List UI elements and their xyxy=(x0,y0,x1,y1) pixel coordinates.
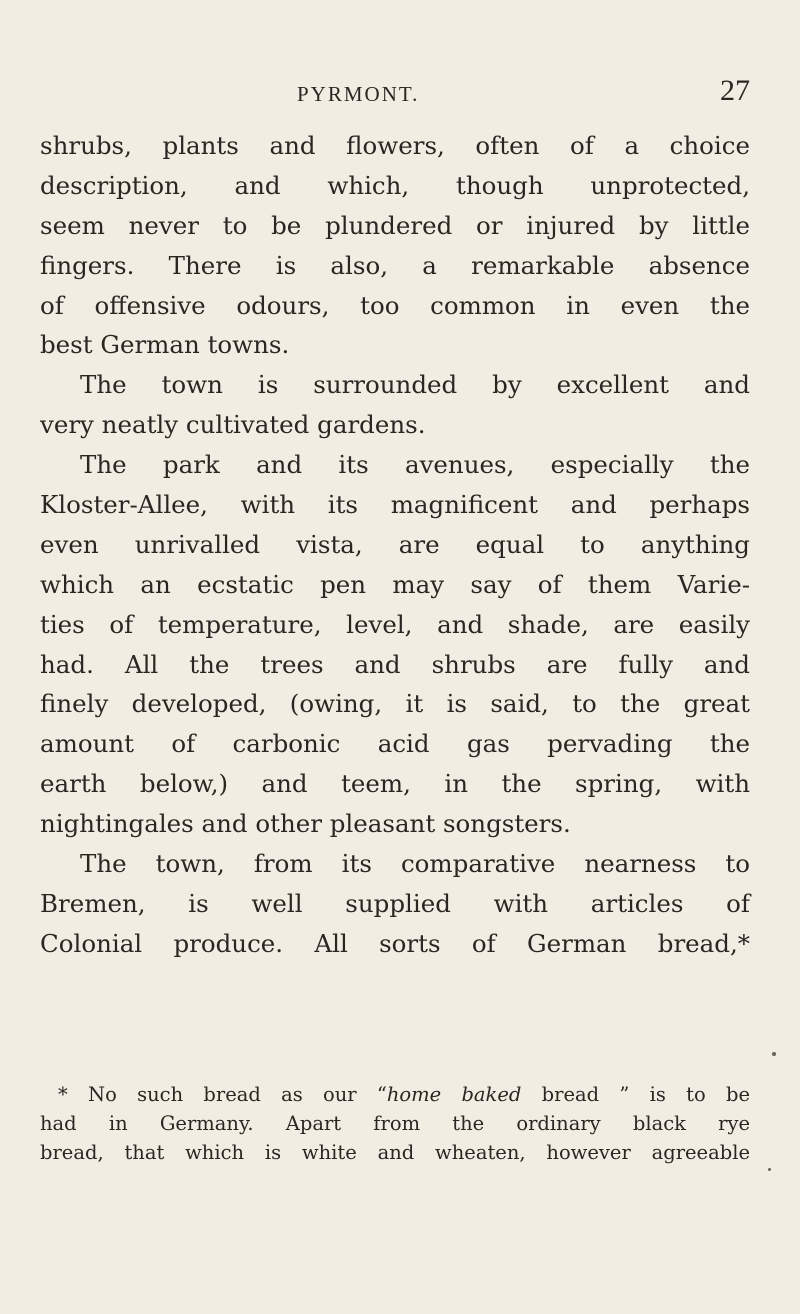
footnote-line: had in Germany. Apart from the ordinary black rye xyxy=(40,1112,750,1135)
footnote-text: bread ” is to be xyxy=(521,1083,750,1106)
footnote-line: bread, that which is white and wheaten, however agreeable xyxy=(40,1141,750,1164)
text-line: description, and which, though unprotected, xyxy=(40,170,750,200)
text-line: seem never to be plundered or injured by little xyxy=(40,210,750,240)
text-line: very neatly cultivated gardens. xyxy=(40,410,426,440)
text-line: nightingales and other pleasant songsters. xyxy=(40,809,571,839)
paper-speck xyxy=(768,1168,771,1171)
text-line: best German towns. xyxy=(40,330,290,360)
body-text xyxy=(40,126,750,964)
text-line: The town, from its comparative nearness to xyxy=(80,849,750,879)
running-title: PYRMONT. xyxy=(297,82,420,106)
text-line: Bremen, is well supplied with articles of xyxy=(40,888,750,918)
text-line: earth below,) and teem, in the spring, with xyxy=(40,769,750,799)
text-line: had. All the trees and shrubs are fully and xyxy=(40,649,750,679)
text-line: The park and its avenues, especially the xyxy=(80,450,750,480)
text-line: of offensive odours, too common in even the xyxy=(40,290,750,320)
text-line: fingers. There is also, a remarkable absence xyxy=(40,250,750,280)
footnote xyxy=(40,1080,750,1167)
page-number: 27 xyxy=(720,74,750,107)
text-line: The town is surrounded by excellent and xyxy=(80,370,750,400)
text-line: shrubs, plants and flowers, often of a choice xyxy=(40,131,750,160)
paper-speck xyxy=(772,1052,776,1056)
footnote-italic-text: home baked xyxy=(386,1083,522,1106)
running-head xyxy=(150,74,750,110)
text-line: Colonial produce. All sorts of German bread,* xyxy=(40,928,750,958)
footnote-text: * No such bread as our “ xyxy=(58,1083,387,1106)
text-line: amount of carbonic acid gas pervading the xyxy=(40,729,750,759)
text-line: ties of temperature, level, and shade, are easily xyxy=(40,609,750,639)
text-line: even unrivalled vista, are equal to anything xyxy=(40,529,750,559)
text-line: which an ecstatic pen may say of them Varie- xyxy=(40,569,750,599)
text-line: finely developed, (owing, it is said, to the great xyxy=(40,689,750,719)
footnote-line xyxy=(40,1080,750,1109)
text-line: Kloster-Allee, with its magnificent and perhaps xyxy=(40,490,750,520)
